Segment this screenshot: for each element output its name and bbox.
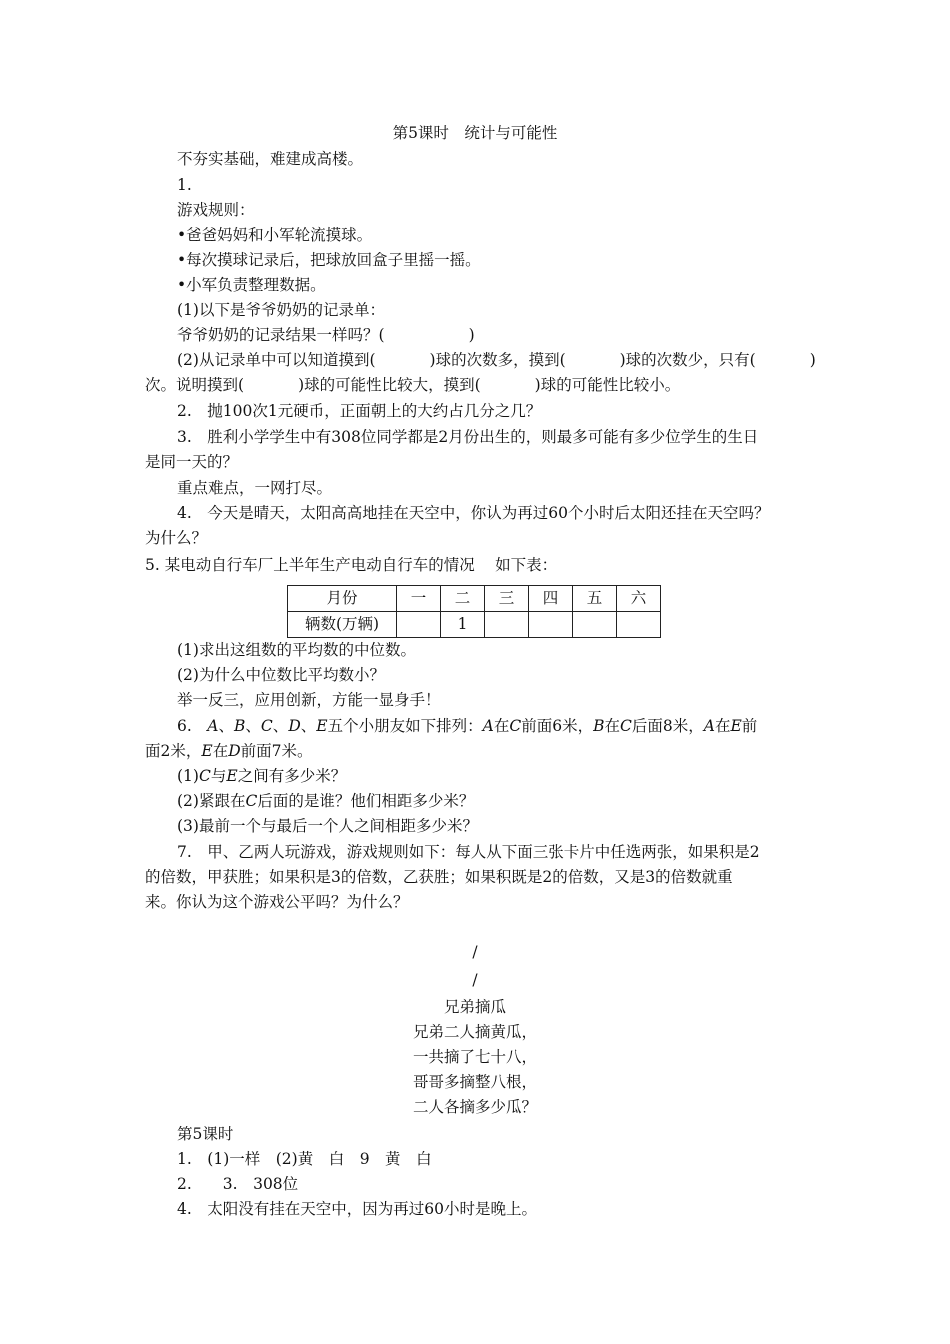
text-run: 在 <box>212 742 229 760</box>
slash-mark: / <box>472 943 478 961</box>
text-run: 前面7米。 <box>240 742 313 760</box>
q1-part1-question-text: 爷爷奶奶的记录结果一样吗？( <box>177 326 385 344</box>
variable-letter: A <box>207 717 219 735</box>
text-run: 、 <box>218 717 235 735</box>
q1-part2-line2 <box>145 375 680 395</box>
q1-rule-3: •小军负责整理数据。 <box>177 276 326 294</box>
variable-letter: C <box>245 792 258 810</box>
variable-letter: B <box>593 717 605 735</box>
poem-line: 一共摘了七十八， <box>412 1048 537 1066</box>
q2-text: 2. 抛100次1元硬币，正面朝上的大约占几分之几？ <box>177 402 542 420</box>
answer-4: 4. 太阳没有挂在天空中，因为再过60小时是晚上。 <box>177 1200 538 1218</box>
q6-line1-text <box>207 717 757 735</box>
text-run: 面2米， <box>145 742 202 760</box>
variable-letter: C <box>509 717 522 735</box>
q7-line3: 来。你认为这个游戏公平吗？为什么？ <box>145 893 409 911</box>
text-run: 在 <box>493 717 510 735</box>
page-title: 第5课时 统计与可能性 <box>392 124 558 142</box>
q6-sub3: (3)最前一个与最后一个人之间相距多少米？ <box>177 817 478 835</box>
text-run: 、 <box>245 717 261 735</box>
variable-letter: E <box>201 742 213 760</box>
q4-line2: 为什么？ <box>145 529 208 547</box>
text-run: 在 <box>714 717 731 735</box>
table-header-cell: 四 <box>529 586 573 612</box>
q3-line1: 3. 胜利小学学生中有308位同学都是2月份出生的，则最多可能有多少位学生的生日 <box>177 428 759 446</box>
q6-sub2-text <box>177 792 474 810</box>
section-basic-heading: 不夯实基础，难建成高楼。 <box>177 150 364 168</box>
table-header-cell: 二 <box>441 586 485 612</box>
table-header-row <box>288 586 661 612</box>
q5-sub2: (2)为什么中位数比平均数小？ <box>177 666 385 684</box>
q6-sub2 <box>177 791 474 811</box>
text-run: 后面8米， <box>631 717 704 735</box>
q6-sub1-text <box>177 767 346 785</box>
q1-part2-b: )球的次数多，摸到( <box>429 351 566 369</box>
q1-part1-question-end: ) <box>468 326 475 344</box>
variable-letter: E <box>316 717 328 735</box>
text-run: 之间有多少米？ <box>237 767 347 785</box>
text-run: 五个小朋友如下排列： <box>327 717 483 735</box>
variable-letter: E <box>730 717 742 735</box>
text-run: 与 <box>210 767 227 785</box>
variable-letter: D <box>228 742 241 760</box>
variable-letter: D <box>288 717 301 735</box>
q7-line2: 的倍数，甲获胜；如果积是3的倍数，乙获胜；如果积既是2的倍数，又是3的倍数就重 <box>145 868 733 886</box>
answers-title: 第5课时 <box>177 1125 234 1143</box>
table-header-cell: 六 <box>617 586 661 612</box>
text-run: 后面的是谁？他们相距多少米？ <box>257 792 475 810</box>
q5-sub1: (1)求出这组数的平均数的中位数。 <box>177 641 416 659</box>
answer-2-3: 2. 3. 308位 <box>177 1175 299 1193</box>
q1-part2-line1 <box>177 350 816 370</box>
text-run: 在 <box>604 717 620 735</box>
text-run: 前 <box>741 717 758 735</box>
text-run: 、 <box>300 717 317 735</box>
q7-line1: 7. 甲、乙两人玩游戏，游戏规则如下：每人从下面三张卡片中任选两张，如果积是2 <box>177 843 760 861</box>
q1-number: 1. <box>177 176 192 194</box>
variable-letter: C <box>260 717 273 735</box>
q1-part2-g: )球的可能性比较小。 <box>534 376 681 394</box>
q6-number: 6. <box>177 717 208 735</box>
answer-1: 1. (1)一样 (2)黄 白 9 黄 白 <box>177 1150 432 1168</box>
poem-line: 哥哥多摘整八根， <box>412 1073 537 1091</box>
variable-letter: A <box>703 717 715 735</box>
q1-part2-f: )球的可能性比较大，摸到( <box>298 376 481 394</box>
q1-part1-question <box>177 325 475 345</box>
slash-mark: / <box>472 971 478 989</box>
table-cell <box>573 612 617 638</box>
q1-part1: (1)以下是爷爷奶奶的记录单： <box>177 301 385 319</box>
poem-title: 兄弟摘瓜 <box>443 998 506 1016</box>
table-header-cell: 三 <box>485 586 529 612</box>
text-run: 前面6米， <box>521 717 594 735</box>
table-cell <box>397 612 441 638</box>
table-header-cell: 五 <box>573 586 617 612</box>
table-cell: 辆数(万辆) <box>288 612 397 638</box>
variable-letter: C <box>619 717 632 735</box>
table-cell: 1 <box>441 612 485 638</box>
q3-line2: 是同一天的？ <box>145 453 239 471</box>
variable-letter: E <box>226 767 238 785</box>
table-cell <box>485 612 529 638</box>
poem-line: 兄弟二人摘黄瓜， <box>412 1023 537 1041</box>
q1-part2-a: (2)从记录单中可以知道摸到( <box>177 351 376 369</box>
q1-rule-1: •爸爸妈妈和小军轮流摸球。 <box>177 226 373 244</box>
q4-line1: 4. 今天是晴天，太阳高高地挂在天空中，你认为再过60个小时后太阳还挂在天空吗？ <box>177 504 770 522</box>
text-run: 、 <box>272 717 289 735</box>
text-run: (2)紧跟在 <box>177 792 246 810</box>
variable-letter: B <box>234 717 246 735</box>
table-cell <box>617 612 661 638</box>
q6-line1 <box>177 716 757 736</box>
variable-letter: A <box>482 717 494 735</box>
poem-line: 二人各摘多少瓜？ <box>412 1098 537 1116</box>
variable-letter: C <box>198 767 211 785</box>
q6-line2-text <box>145 742 313 760</box>
table-header-cell: 月份 <box>288 586 397 612</box>
q1-part2-c: )球的次数少，只有( <box>619 351 756 369</box>
table-row <box>288 612 661 638</box>
q6-sub1 <box>177 766 346 786</box>
q5-intro: 5. 某电动自行车厂上半年生产电动自行车的情况 如下表： <box>145 556 558 574</box>
production-table <box>287 585 661 638</box>
q1-part2-d: ) <box>809 351 816 369</box>
section-apply-heading: 举一反三，应用创新，方能一显身手！ <box>177 691 441 709</box>
q1-rules-title: 游戏规则： <box>177 201 255 219</box>
q6-line2 <box>145 741 313 761</box>
q1-rule-2: •每次摸球记录后，把球放回盒子里摇一摇。 <box>177 251 481 269</box>
section-key-heading: 重点难点，一网打尽。 <box>177 479 333 497</box>
table-cell <box>529 612 573 638</box>
q1-part2-e: 次。说明摸到( <box>145 376 245 394</box>
table-header-cell: 一 <box>397 586 441 612</box>
text-run: (1) <box>177 767 199 785</box>
